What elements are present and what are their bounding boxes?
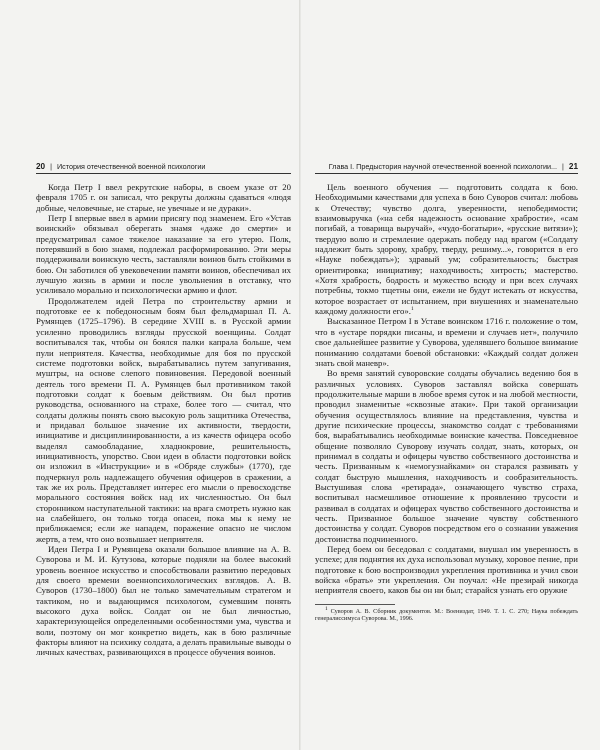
- right-page-number: 21: [568, 162, 578, 171]
- footnote-divider: [315, 604, 395, 605]
- footnote-marker: 1: [325, 605, 328, 612]
- right-paragraph-1-text: Цель военного обучения — подготовить солдата к бою. Необходимыми качествами для успеха в бою Суворов считал: любовь к Отечеству; чувство долга, уверенности, непобедимости; взаимовыручка («на себя надежность основание храбрости», «сам погибай, а товарища выручай», «чудо-богатыри», «русские витязи»); твердую волю и стремление одержать победу над врагом («Солдату надлежит быть здорову, храбру, тверду, решиму...», говорится в его «Науке побеждать»); здравый ум; собразительность; быстрая ориентировка; инициативу; находчивость; хитрость; мастерство. «Хотя храбрость, бодрость и мужество всюду и при всех случаях потребны, токмо тщетны они, ежели не будут истекать от искусства, которое возрастает от испытанием, при внушениях и знаменательно каждому должности его»: [315, 182, 578, 317]
- left-paragraph-4: Идеи Петра I и Румянцева оказали большое влияние на А. В. Суворова и М. И. Кутузова, которые подняли на более высокий уровень военное искусство и способствовали развитию передовых для своего времени военнопсихологических взглядов. А. В. Суворов (1730–1800) был не только замечательным стратегом и тактиком, но и выдающимся психологом, сумевшим понять высокого духа войск. Солдат он не был личностью, характеризующейся определенными особенностями ума, чувства и воли, поэтому он мог конкретно видеть, как в бою различные факторы влияют на психику солдата, а делать правильные выводы о личных качествах, развивающихся в процессе обучения воинов.: [36, 544, 291, 658]
- left-page-number: 20: [36, 162, 46, 171]
- right-header-separator: |: [562, 162, 564, 171]
- left-paragraph-2: Петр I впервые ввел в армии присягу под знаменем. Его «Устав воинский» обязывал оберегать знамя «даже до смерти» и предусматривал самое тяжелое наказание за его утерю. Полк, потерявший в бою знамя, подлежал расформированию. Эти меры поддерживали воинскую честь, заставляли воинов быть стойкими в бою. Он заботился об увековечении памяти воинов, обеспечивал их лучшую жизнь в армии и после увольнения в отставку, что усиливало морально и психологически армию и флот.: [36, 213, 291, 296]
- left-header-separator: |: [50, 162, 52, 171]
- right-running-title: Глава I. Предыстория научной отечественной военной психологии...: [328, 162, 558, 171]
- footnote-text: Суворов А. В. Сборник документов. М.: Воениздат, 1949. Т. 1. С. 270; Наука побеждать генералиссимуса Суворова. М., 1996.: [315, 607, 579, 623]
- left-running-header: [36, 162, 291, 174]
- left-running-title: История отечественной военной психологии: [56, 162, 206, 171]
- right-paragraph-4: Перед боем он беседовал с солдатами, внушал им уверенность в успехе; для поднятия их духа использовал музыку, хоровое пение, при подготовке к бою воспроизводил укрепления противника и учил свои войска «брать» эти укрепления. Он поучал: «Не презирай никогда неприятеля своего, каков бы он ни был; старайся узнать его оружие: [315, 544, 578, 596]
- footnote-reference: 1: [410, 306, 414, 313]
- footnote: [315, 605, 579, 623]
- right-paragraph-2: Высказанное Петром I в Уставе воинском 1716 г. положение о том, что в «устаре порядки писаны, и времени и случаев нет», получило свое дальнейшее развитие у Суворова, уделявшего большое внимание пониманию солдатами боевой обстановки: «Каждый солдат должен знать свой маневр».: [315, 316, 578, 368]
- left-paragraph-3: Продолжателем идей Петра по строительству армии и подготовке ее к победоносным боям был фельдмаршал П. А. Румянцев (1725–1796). В середине XVIII в. в Русской армии усиленно проводились взгляды прусской военщины. Солдат воспитывался так, чтобы он боялся палки капрала больше, чем пули неприятеля. Качества, необходимые для боя по прусской системе подготовки войск, вырабатывались путем запугивания, муштры, на основе слепого повиновения. Передовой военный деятель того времени П. А. Румянцев был противником такой подготовки солдат к боевым действиям. Он был против руководства, основанного на страхе, более того — считал, что солдаты должны понять свою высокую роль защитника Отечества, и придавал большое значение их активности, твердости, инициативе и дисциплинированности, а из качеств офицера особо выделял самообладание, хладнокровие, решительность, инициативность, упорство. Свои идеи в области подготовки войск он изложил в «Инструкции» и в «Обряде службы» (1770), где подчеркнул роль надлежащего обучения офицеров в сражении, а так же их роль. Представляет интерес его мысли о превосходстве морального состояния войск над их численностью. Он был сторонником наступательной тактики: на врага смотреть нужно как на слабейшего, он только тогда опасен, пока мы к нему не приближаемся; если же нападем, поражение опасно не числом жертв, а тем, что оно возвышает неприятеля.: [36, 295, 291, 544]
- right-paragraph-3: Во время занятий суворовские солдаты обучались ведению боя в различных условиях. Суворов заставлял войска совершать продолжительные марши в любое время суток и на любой местности, проводил знаменитые «сквозные атаки». При такой организации обучения осуществлялось влияние на представления, чувства и другие психические процессы, знакомство солдат с требованиями боя, вырабатывались необходимые воинские качества. Повседневное общение позволяло Суворову изучать солдат, знать, которых, он принимал в солдаты и офицеры чувство собственного достоинства и честь. Призванным к «немогузнайками» он старался развивать у солдат быструю мышления, находчивость и сообразительность. Выстушивая слова «ретирада», означающего чувство страха, воспитывал насмешливое отношение к проявлению трусости и развивал в солдатах и офицерах чувство собственного достоинства и честь. Призванное большое значение чувству собственного достоинства у солдат. Суворов посредством его о сознании уважения достоинства подчиненного.: [315, 368, 578, 544]
- right-running-header: [315, 162, 578, 174]
- left-paragraph-1: Когда Петр I ввел рекрутские наборы, в своем указе от 20 февраля 1705 г. он записал, что рекруты должны сдаваться «людя добные, человечные, не старые, не увечные и не дураки».: [36, 182, 291, 213]
- right-paragraph-1: Цель военного обучения — подготовить солдата к бою. Необходимыми качествами для успеха в бою Суворов считал: любовь к Отечеству; чувство долга, уверенности, непобедимости; взаимовыручка («на себя надежность основание храбрости», «сам погибай, а товарища выручай», «чудо-богатыри», «русские витязи»); твердую волю и стремление одержать победу над врагом («Солдату надлежит быть здорову, храбру, тверду, решиму...», говорится в его «Науке побеждать»); здравый ум; собразительность; быстрая ориентировка; инициативу; находчивость; хитрость; мастерство. «Хотя храбрость, бодрость и мужество всюду и при всех случаях потребны, токмо тщетны они, ежели не будут истекать от искусства, которое возрастает от испытанием, при внушениях и знаменательно каждому должности его».$^1$: [315, 182, 578, 317]
- right-page: [300, 0, 600, 750]
